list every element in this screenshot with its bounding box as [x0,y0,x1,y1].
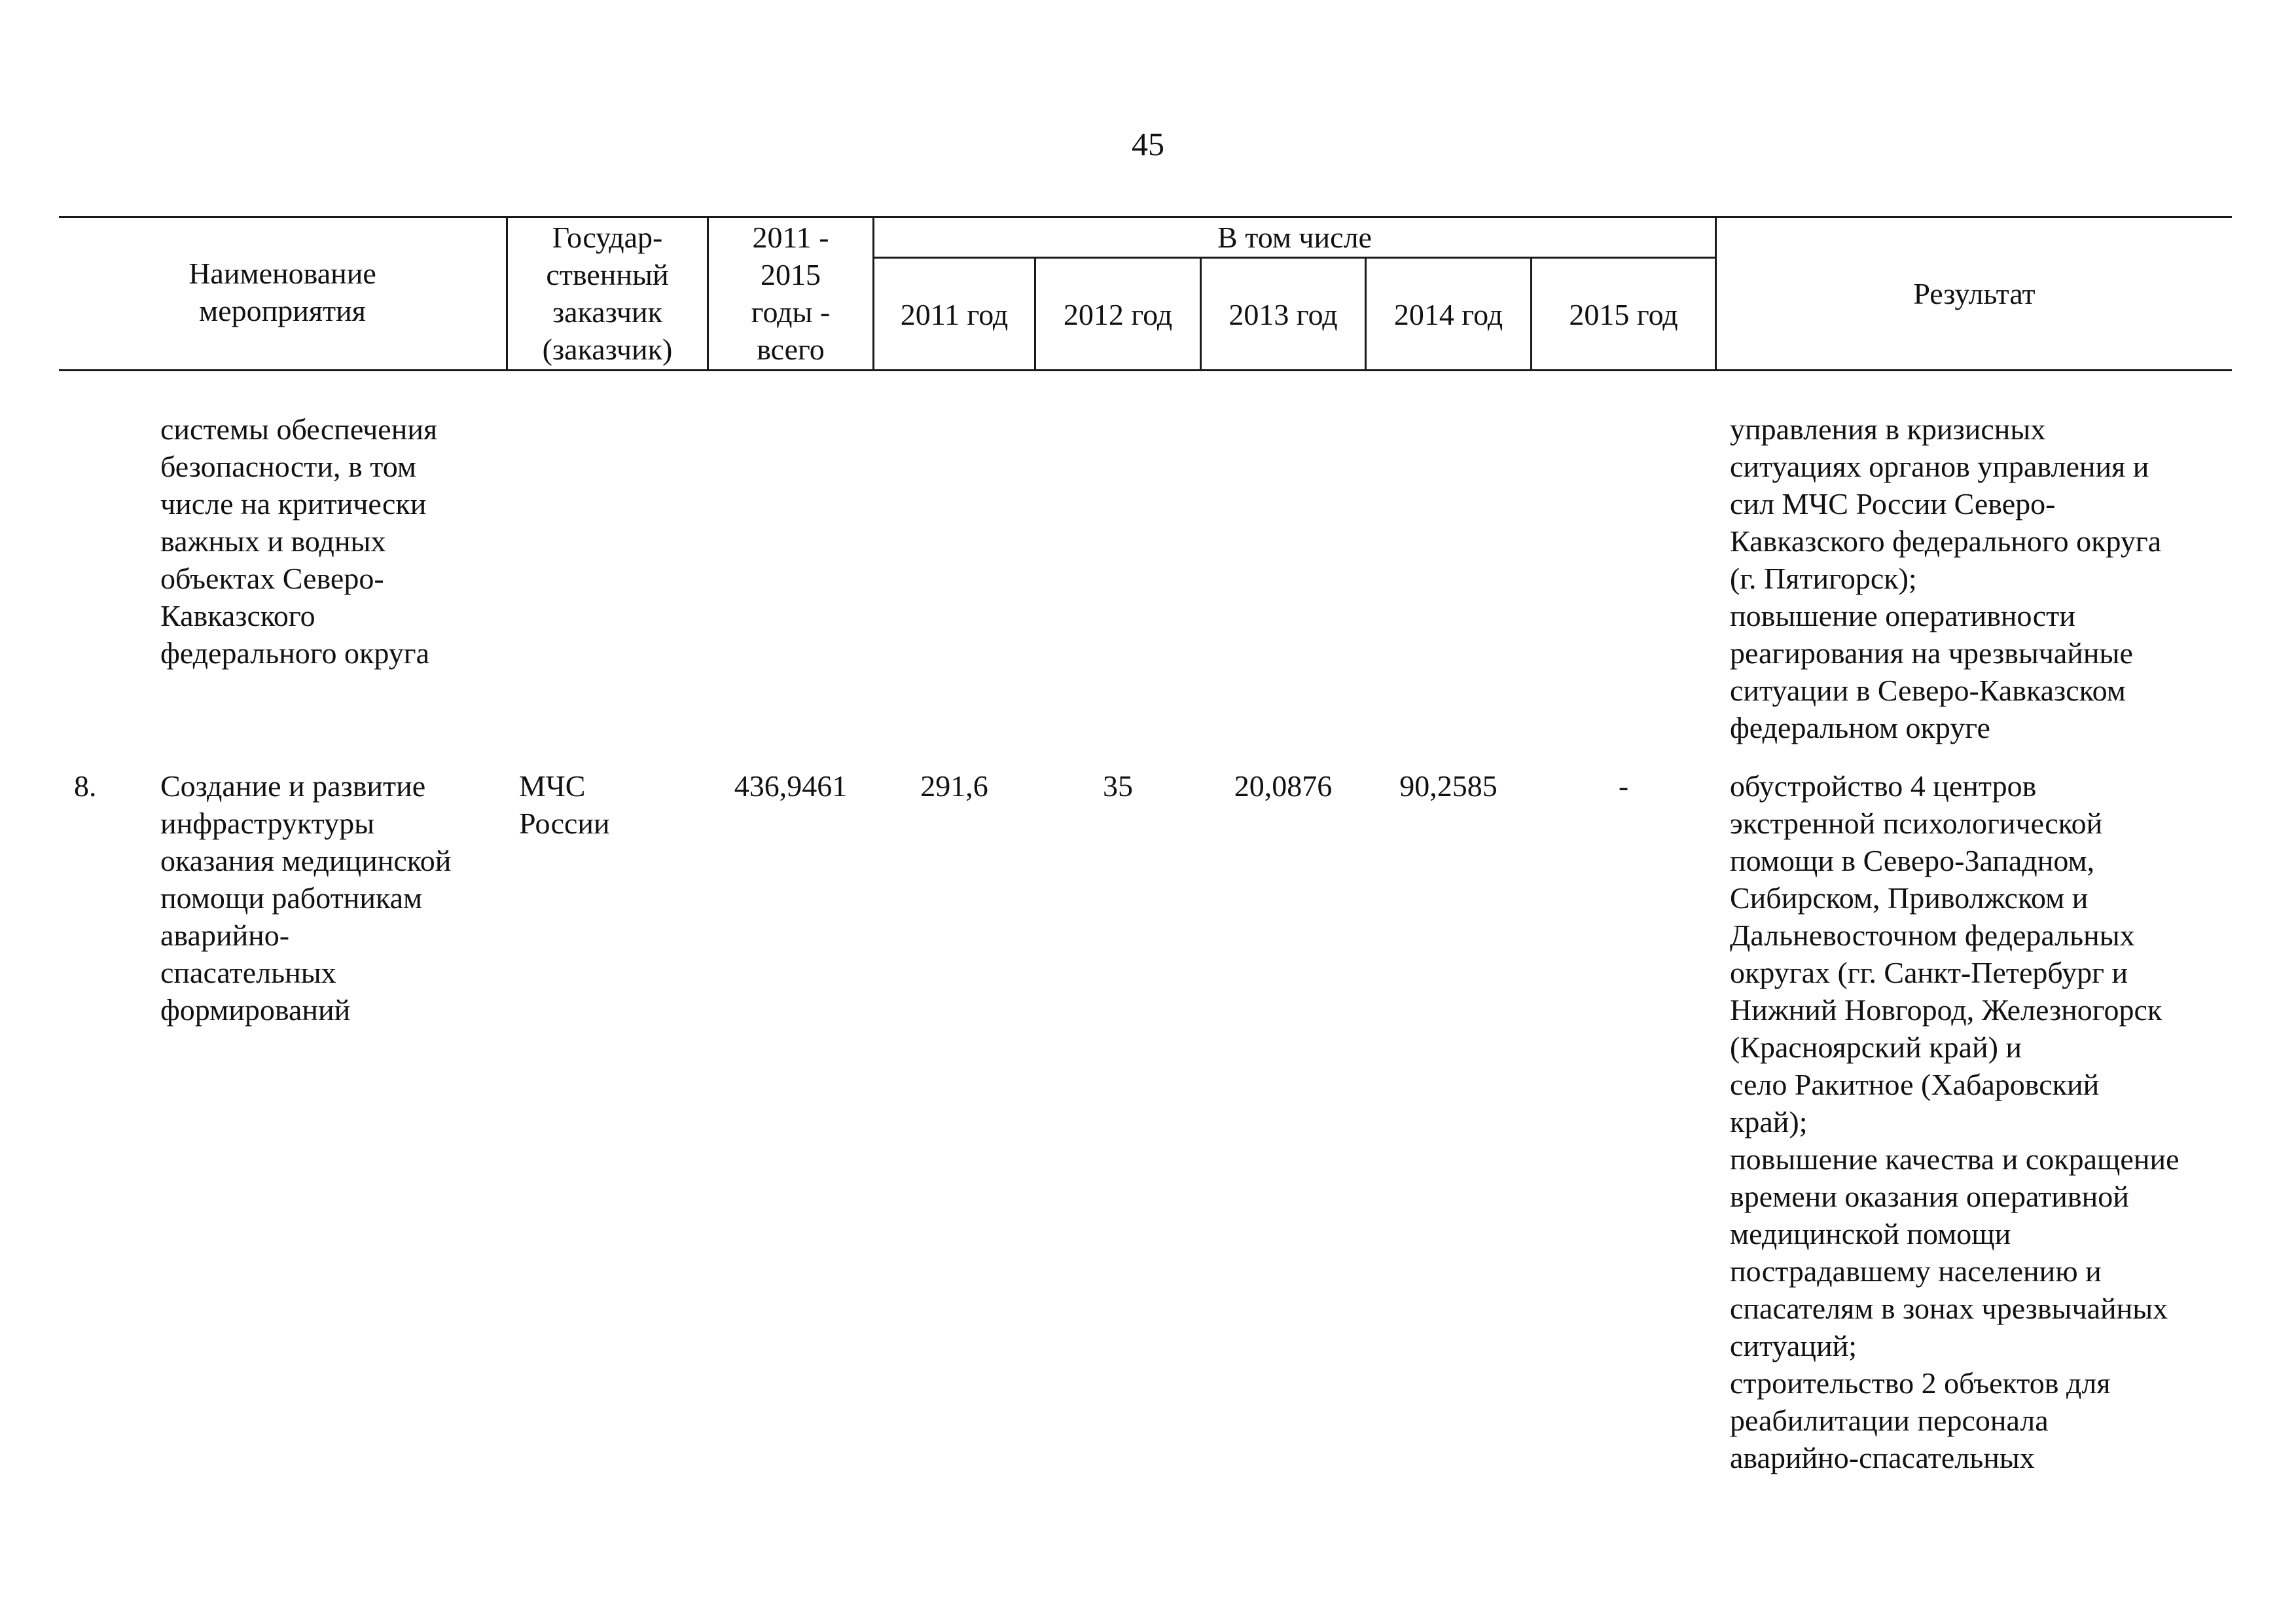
row-customer: МЧС России [519,769,610,840]
row-total: 436,9461 [734,769,848,803]
row-number: 8. [74,769,97,803]
table-row-continued-name: системы обеспечения безопасности, в том числе на критически важных и водных объектах Северо- Кавказского федерального округа [160,412,438,670]
header-year-2014: 2014 год [1393,298,1503,331]
row-2014: 90,2585 [1399,769,1498,803]
header-year-2011: 2011 год [900,298,1009,331]
header-year-2012: 2012 год [1063,298,1173,331]
row-name: Создание и развитие инфраструктуры оказания медицинской помощи работникам аварийно- спасательных формирований [160,769,452,1027]
table-top-rule [59,216,2232,218]
table-row-continued-result: управления в кризисных ситуациях органов управления и сил МЧС России Северо- Кавказского федерального округа (г. Пятигорск); повышение оперативности реагирования на чрезвычайные ситуации в Северо-Кавказском федеральном округе [1730,412,2162,744]
header-bottom-rule [59,369,2232,371]
header-year-2013: 2013 год [1229,298,1338,331]
header-result: Результат [1913,277,2036,310]
header-including: В том числе [1217,221,1372,254]
header-name: Наименование мероприятия [188,257,376,327]
row-2015: - [1618,769,1629,803]
row-2012: 35 [1103,769,1133,803]
header-year-2015: 2015 год [1569,298,1678,331]
page-number: 45 [1132,126,1164,162]
header-customer: Государ- ственный заказчик (заказчик) [542,221,673,366]
row-2011: 291,6 [920,769,988,803]
row-2013: 20,0876 [1234,769,1333,803]
row-result: обустройство 4 центров экстренной психологической помощи в Северо-Западном, Сибирском, Приволжском и Дальневосточном федеральных округах (гг. Санкт-Петербург и Нижний Новгород, Железногорск (Красноярский край) и село Ракитное (Хабаровский край); повышение качества и сокращение времени оказания оперативной медицинской помощи пострадавшему населению и спасателям в зонах чрезвычайных ситуаций; строительство 2 объектов для реабилитации персонала аварийно-спасательных [1730,769,2179,1474]
header-total: 2011 - 2015 годы - всего [751,221,831,366]
years-subheader-rule [872,257,1717,259]
